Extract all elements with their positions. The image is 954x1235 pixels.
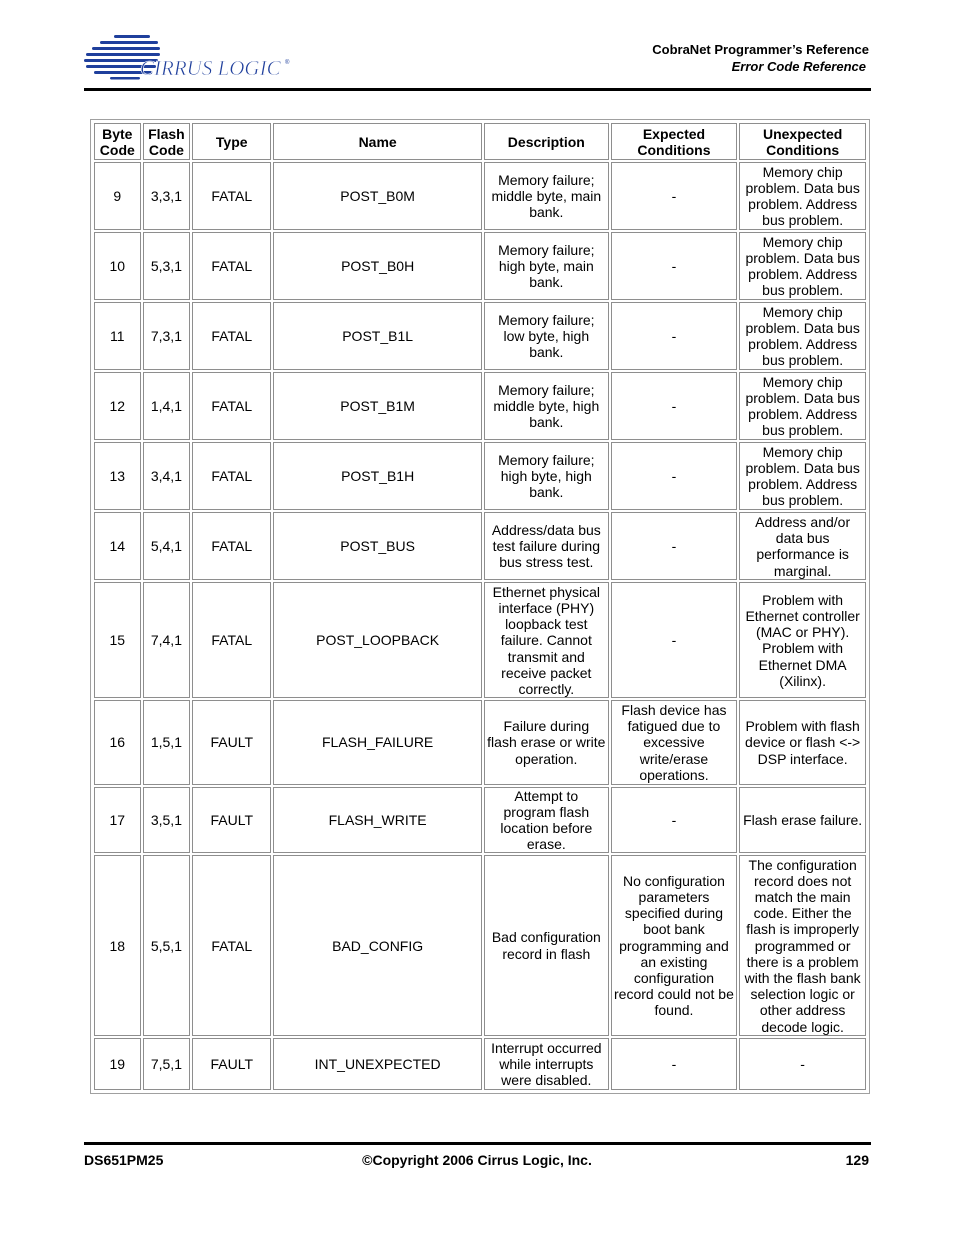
cell-name: POST_B1M — [273, 372, 482, 440]
logo-text: CIRRUS LOGIC — [140, 56, 281, 80]
cell-expected: - — [611, 582, 738, 698]
cell-expected: - — [611, 442, 738, 510]
cell-byte-code: 14 — [94, 512, 141, 580]
col-header-flash-code: Flash Code — [143, 123, 191, 160]
cell-description: Failure during flash erase or write operation. — [484, 700, 609, 784]
cell-name: BAD_CONFIG — [273, 855, 482, 1035]
cell-flash-code: 5,4,1 — [143, 512, 191, 580]
cell-expected: - — [611, 162, 738, 230]
error-code-table — [92, 121, 868, 1092]
registered-mark: ® — [285, 60, 290, 66]
cirrus-logic-logo — [84, 34, 294, 80]
cell-flash-code: 7,3,1 — [143, 302, 191, 370]
cell-byte-code: 10 — [94, 232, 141, 300]
cell-name: FLASH_WRITE — [273, 787, 482, 854]
cell-description: Memory failure; middle byte, main bank. — [484, 162, 609, 230]
cell-unexpected: - — [739, 1038, 866, 1090]
cell-description: Memory failure; middle byte, high bank. — [484, 372, 609, 440]
table-row — [94, 1038, 866, 1090]
page-number: 129 — [845, 1152, 869, 1168]
table-row — [94, 442, 866, 510]
cell-flash-code: 3,5,1 — [143, 787, 191, 854]
col-header-name: Name — [273, 123, 482, 160]
doc-id: DS651PM25 — [84, 1152, 164, 1168]
cell-description: Memory failure; low byte, high bank. — [484, 302, 609, 370]
table-row — [94, 582, 866, 698]
cell-flash-code: 3,3,1 — [143, 162, 191, 230]
cell-name: POST_B0M — [273, 162, 482, 230]
cell-type: FATAL — [192, 372, 271, 440]
col-header-description: Description — [484, 123, 609, 160]
footer-rule — [84, 1142, 871, 1145]
cell-byte-code: 19 — [94, 1038, 141, 1090]
cell-unexpected: Memory chip problem. Data bus problem. Address bus problem. — [739, 302, 866, 370]
cell-expected: No configuration parameters specified during boot bank programming and an existing configuration record could not be found. — [611, 855, 738, 1035]
cell-type: FATAL — [192, 442, 271, 510]
cell-unexpected: Problem with flash device or flash <-> DSP interface. — [739, 700, 866, 784]
cell-type: FATAL — [192, 232, 271, 300]
cell-unexpected: Flash erase failure. — [739, 787, 866, 854]
col-header-expected: Expected Conditions — [611, 123, 738, 160]
cell-flash-code: 3,4,1 — [143, 442, 191, 510]
cell-flash-code: 7,4,1 — [143, 582, 191, 698]
cell-description: Memory failure; high byte, high bank. — [484, 442, 609, 510]
cell-flash-code: 1,5,1 — [143, 700, 191, 784]
table-row — [94, 787, 866, 854]
cell-type: FATAL — [192, 512, 271, 580]
cell-unexpected: Problem with Ethernet controller (MAC or PHY). Problem with Ethernet DMA (Xilinx). — [739, 582, 866, 698]
cell-description: Memory failure; high byte, main bank. — [484, 232, 609, 300]
col-header-type: Type — [192, 123, 271, 160]
cell-byte-code: 17 — [94, 787, 141, 854]
cell-name: POST_B0H — [273, 232, 482, 300]
cell-type: FATAL — [192, 582, 271, 698]
cell-unexpected: Memory chip problem. Data bus problem. Address bus problem. — [739, 162, 866, 230]
copyright: ©Copyright 2006 Cirrus Logic, Inc. — [362, 1152, 592, 1168]
table-row — [94, 232, 866, 300]
cell-expected: - — [611, 372, 738, 440]
table-row — [94, 302, 866, 370]
table-row — [94, 700, 866, 784]
cell-description: Bad configuration record in flash — [484, 855, 609, 1035]
cell-expected: - — [611, 232, 738, 300]
cell-unexpected: Memory chip problem. Data bus problem. Address bus problem. — [739, 232, 866, 300]
cell-flash-code: 7,5,1 — [143, 1038, 191, 1090]
cell-byte-code: 13 — [94, 442, 141, 510]
cell-expected: Flash device has fatigued due to excessive write/erase operations. — [611, 700, 738, 784]
cell-unexpected: The configuration record does not match the main code. Either the flash is improperly programmed or there is a problem with the flash bank selection logic or other address decode logic. — [739, 855, 866, 1035]
cell-unexpected: Address and/or data bus performance is marginal. — [739, 512, 866, 580]
cell-type: FAULT — [192, 787, 271, 854]
page-header — [652, 41, 869, 75]
cell-unexpected: Memory chip problem. Data bus problem. Address bus problem. — [739, 442, 866, 510]
error-code-table-frame — [90, 119, 870, 1094]
table-header-row — [94, 123, 866, 160]
cell-byte-code: 18 — [94, 855, 141, 1035]
cell-expected: - — [611, 1038, 738, 1090]
cell-type: FATAL — [192, 855, 271, 1035]
cell-flash-code: 5,5,1 — [143, 855, 191, 1035]
cell-flash-code: 5,3,1 — [143, 232, 191, 300]
cell-flash-code: 1,4,1 — [143, 372, 191, 440]
doc-title: CobraNet Programmer’s Reference — [652, 42, 869, 57]
cell-type: FAULT — [192, 700, 271, 784]
cell-expected: - — [611, 512, 738, 580]
cell-byte-code: 12 — [94, 372, 141, 440]
cell-type: FATAL — [192, 302, 271, 370]
cell-name: INT_UNEXPECTED — [273, 1038, 482, 1090]
cell-name: POST_LOOPBACK — [273, 582, 482, 698]
col-header-byte-code: Byte Code — [94, 123, 141, 160]
cell-description: Ethernet physical interface (PHY) loopback test failure. Cannot transmit and receive packet correctly. — [484, 582, 609, 698]
cell-description: Address/data bus test failure during bus stress test. — [484, 512, 609, 580]
col-header-unexpected: Unexpected Conditions — [739, 123, 866, 160]
cell-expected: - — [611, 787, 738, 854]
cell-type: FAULT — [192, 1038, 271, 1090]
table-row — [94, 855, 866, 1035]
cell-byte-code: 15 — [94, 582, 141, 698]
header-rule — [84, 88, 871, 91]
cell-unexpected: Memory chip problem. Data bus problem. Address bus problem. — [739, 372, 866, 440]
cell-byte-code: 16 — [94, 700, 141, 784]
table-row — [94, 162, 866, 230]
table-row — [94, 512, 866, 580]
cell-byte-code: 9 — [94, 162, 141, 230]
cell-byte-code: 11 — [94, 302, 141, 370]
cell-description: Attempt to program flash location before erase. — [484, 787, 609, 854]
table-row — [94, 372, 866, 440]
cell-expected: - — [611, 302, 738, 370]
cell-name: POST_BUS — [273, 512, 482, 580]
cell-name: POST_B1H — [273, 442, 482, 510]
cell-name: FLASH_FAILURE — [273, 700, 482, 784]
cell-description: Interrupt occurred while interrupts were disabled. — [484, 1038, 609, 1090]
section-title: Error Code Reference — [731, 59, 866, 74]
cell-type: FATAL — [192, 162, 271, 230]
cell-name: POST_B1L — [273, 302, 482, 370]
